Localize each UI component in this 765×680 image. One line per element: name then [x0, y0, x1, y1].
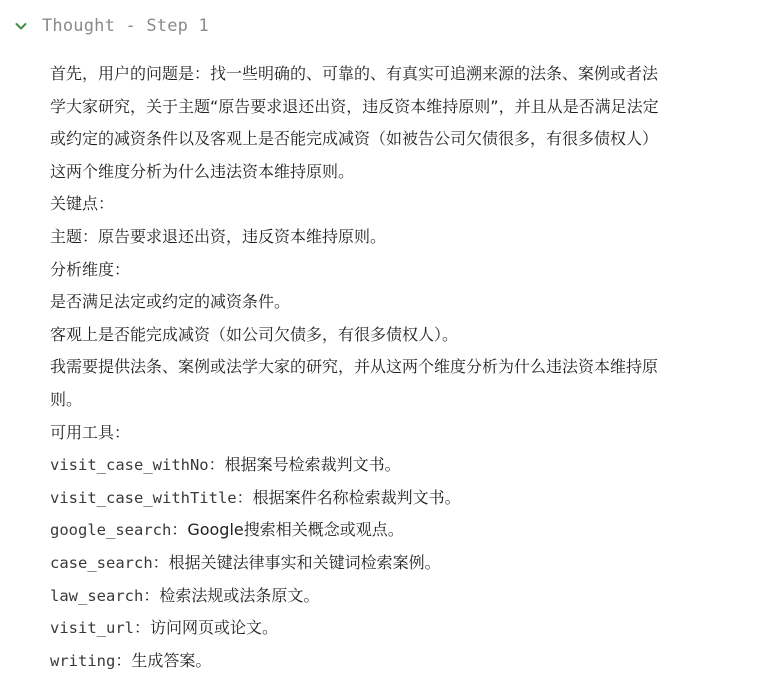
tool-name: law_search [50, 586, 144, 605]
tool-name: visit_case_withNo [50, 456, 209, 475]
dimension-item [50, 319, 750, 352]
tool-description: ：根据关键法律事实和关键词检索案例。 [152, 552, 441, 572]
chevron-down-icon [14, 19, 28, 33]
tool-name: visit_url [50, 619, 134, 638]
tool-name: google_search [50, 521, 172, 540]
tool-name: visit_case_withTitle [50, 488, 237, 507]
text-line: 或约定的减资条件以及客观上是否能完成减资（如被告公司欠债很多，有很多债权人） [50, 129, 659, 149]
text-line: 是否满足法定或约定的减资条件。 [50, 292, 291, 312]
tool-item [50, 580, 750, 613]
analysis-dimensions-heading [50, 254, 750, 287]
text-line: 客观上是否能完成减资（如公司欠债多，有很多债权人）。 [50, 324, 459, 344]
thought-paragraph [50, 351, 750, 416]
topic-line [50, 221, 750, 254]
text-line: 主题：原告要求退还出资，违反资本维持原则。 [50, 226, 387, 246]
tool-item [50, 449, 750, 482]
tool-list [50, 449, 750, 677]
text-line: 则。 [50, 389, 83, 409]
tool-name: writing [50, 651, 116, 670]
thought-paragraph [50, 58, 750, 188]
text-line: 学大家研究，关于主题“原告要求退还出资，违反资本维持原则”，并且从是否满足法定 [50, 96, 659, 116]
tool-item [50, 482, 750, 515]
tool-description: ：根据案件名称检索裁判文书。 [236, 487, 461, 507]
thought-step-title: Thought - Step 1 [42, 16, 209, 36]
tool-item [50, 645, 750, 678]
tool-description: ：生成答案。 [115, 650, 212, 670]
text-line: 关键点： [50, 194, 115, 214]
dimension-item [50, 286, 750, 319]
tool-description: ：检索法规或法条原文。 [143, 585, 320, 605]
tool-item [50, 612, 750, 645]
tool-name: case_search [50, 553, 153, 572]
key-points-heading [50, 188, 750, 221]
tool-description: ：Google搜索相关概念或观点。 [171, 520, 404, 540]
tool-item [50, 547, 750, 580]
tool-item [50, 514, 750, 547]
text-line: 我需要提供法条、案例或法学大家的研究，并从这两个维度分析为什么违法资本维持原 [50, 357, 659, 377]
text-line: 首先，用户的问题是：找一些明确的、可靠的、有真实可追溯来源的法条、案例或者法 [50, 64, 659, 83]
available-tools-heading [50, 417, 750, 450]
thought-step-toggle[interactable] [14, 12, 209, 40]
thought-content [50, 58, 750, 677]
text-line: 分析维度： [50, 259, 131, 279]
text-line: 这两个维度分析为什么违法资本维持原则。 [50, 161, 355, 181]
tool-description: ：访问网页或论文。 [134, 618, 279, 638]
tool-description: ：根据案号检索裁判文书。 [208, 455, 401, 475]
text-line: 可用工具： [50, 422, 131, 442]
